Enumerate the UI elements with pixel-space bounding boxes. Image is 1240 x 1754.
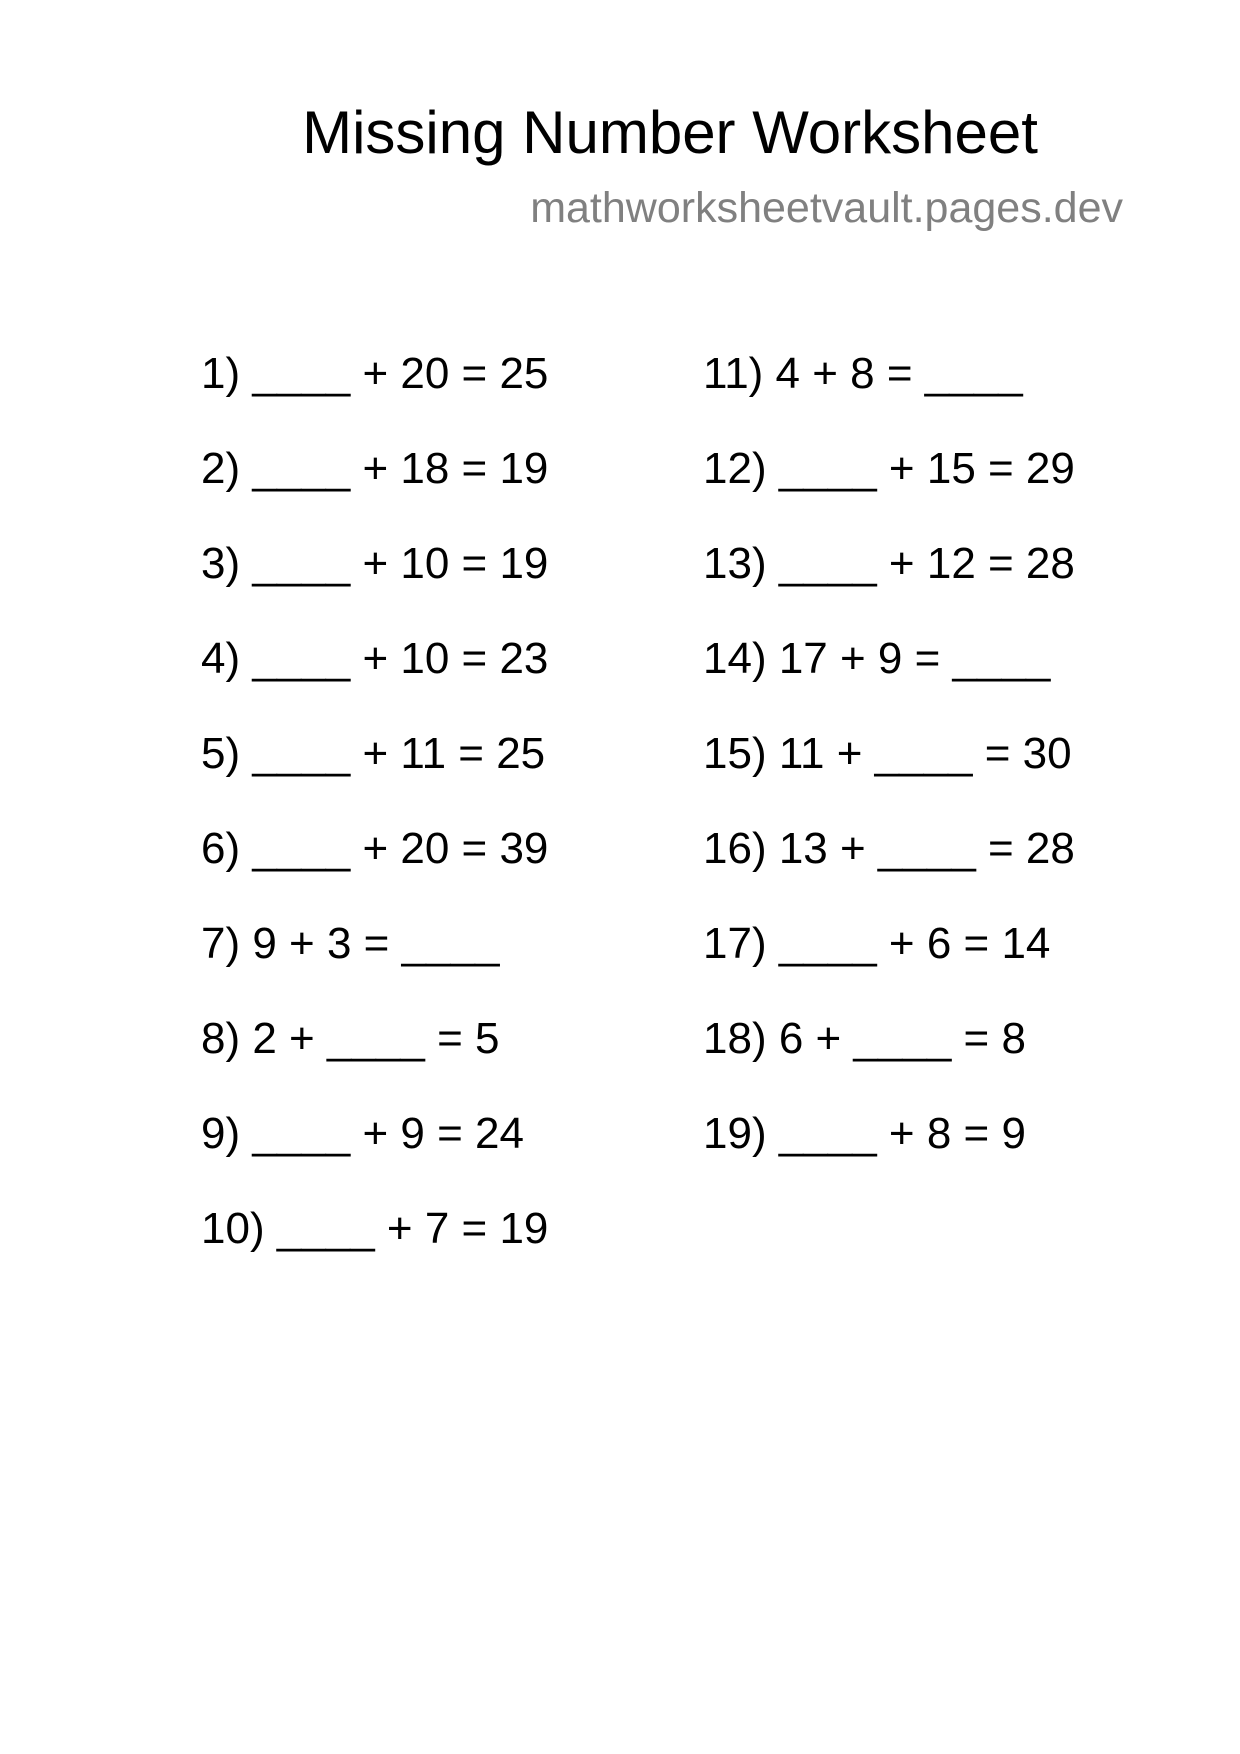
worksheet-title: Missing Number Worksheet [302, 99, 1038, 166]
problem-column-right [703, 348, 1075, 1203]
problem-11: 11) 4 + 8 = ____ [703, 349, 1023, 398]
problem-13: 13) ____ + 12 = 28 [703, 539, 1075, 588]
problem-1: 1) ____ + 20 = 25 [201, 349, 549, 398]
problem-14: 14) 17 + 9 = ____ [703, 634, 1051, 683]
problem-column-left [201, 348, 548, 1298]
problem-6: 6) ____ + 20 = 39 [201, 824, 549, 873]
problem-17: 17) ____ + 6 = 14 [703, 919, 1051, 968]
problem-5: 5) ____ + 11 = 25 [201, 729, 546, 778]
problem-8: 8) 2 + ____ = 5 [201, 1014, 500, 1063]
problem-10: 10) ____ + 7 = 19 [201, 1204, 549, 1253]
problem-7: 7) 9 + 3 = ____ [201, 919, 500, 968]
problem-16: 16) 13 + ____ = 28 [703, 824, 1075, 873]
problem-3: 3) ____ + 10 = 19 [201, 539, 549, 588]
source-url: mathworksheetvault.pages.dev [530, 184, 1123, 232]
problem-15: 15) 11 + ____ = 30 [703, 729, 1072, 778]
problem-12: 12) ____ + 15 = 29 [703, 444, 1075, 493]
problem-9: 9) ____ + 9 = 24 [201, 1109, 524, 1158]
problem-4: 4) ____ + 10 = 23 [201, 634, 549, 683]
problem-19: 19) ____ + 8 = 9 [703, 1109, 1026, 1158]
problem-18: 18) 6 + ____ = 8 [703, 1014, 1026, 1063]
problem-2: 2) ____ + 18 = 19 [201, 444, 549, 493]
